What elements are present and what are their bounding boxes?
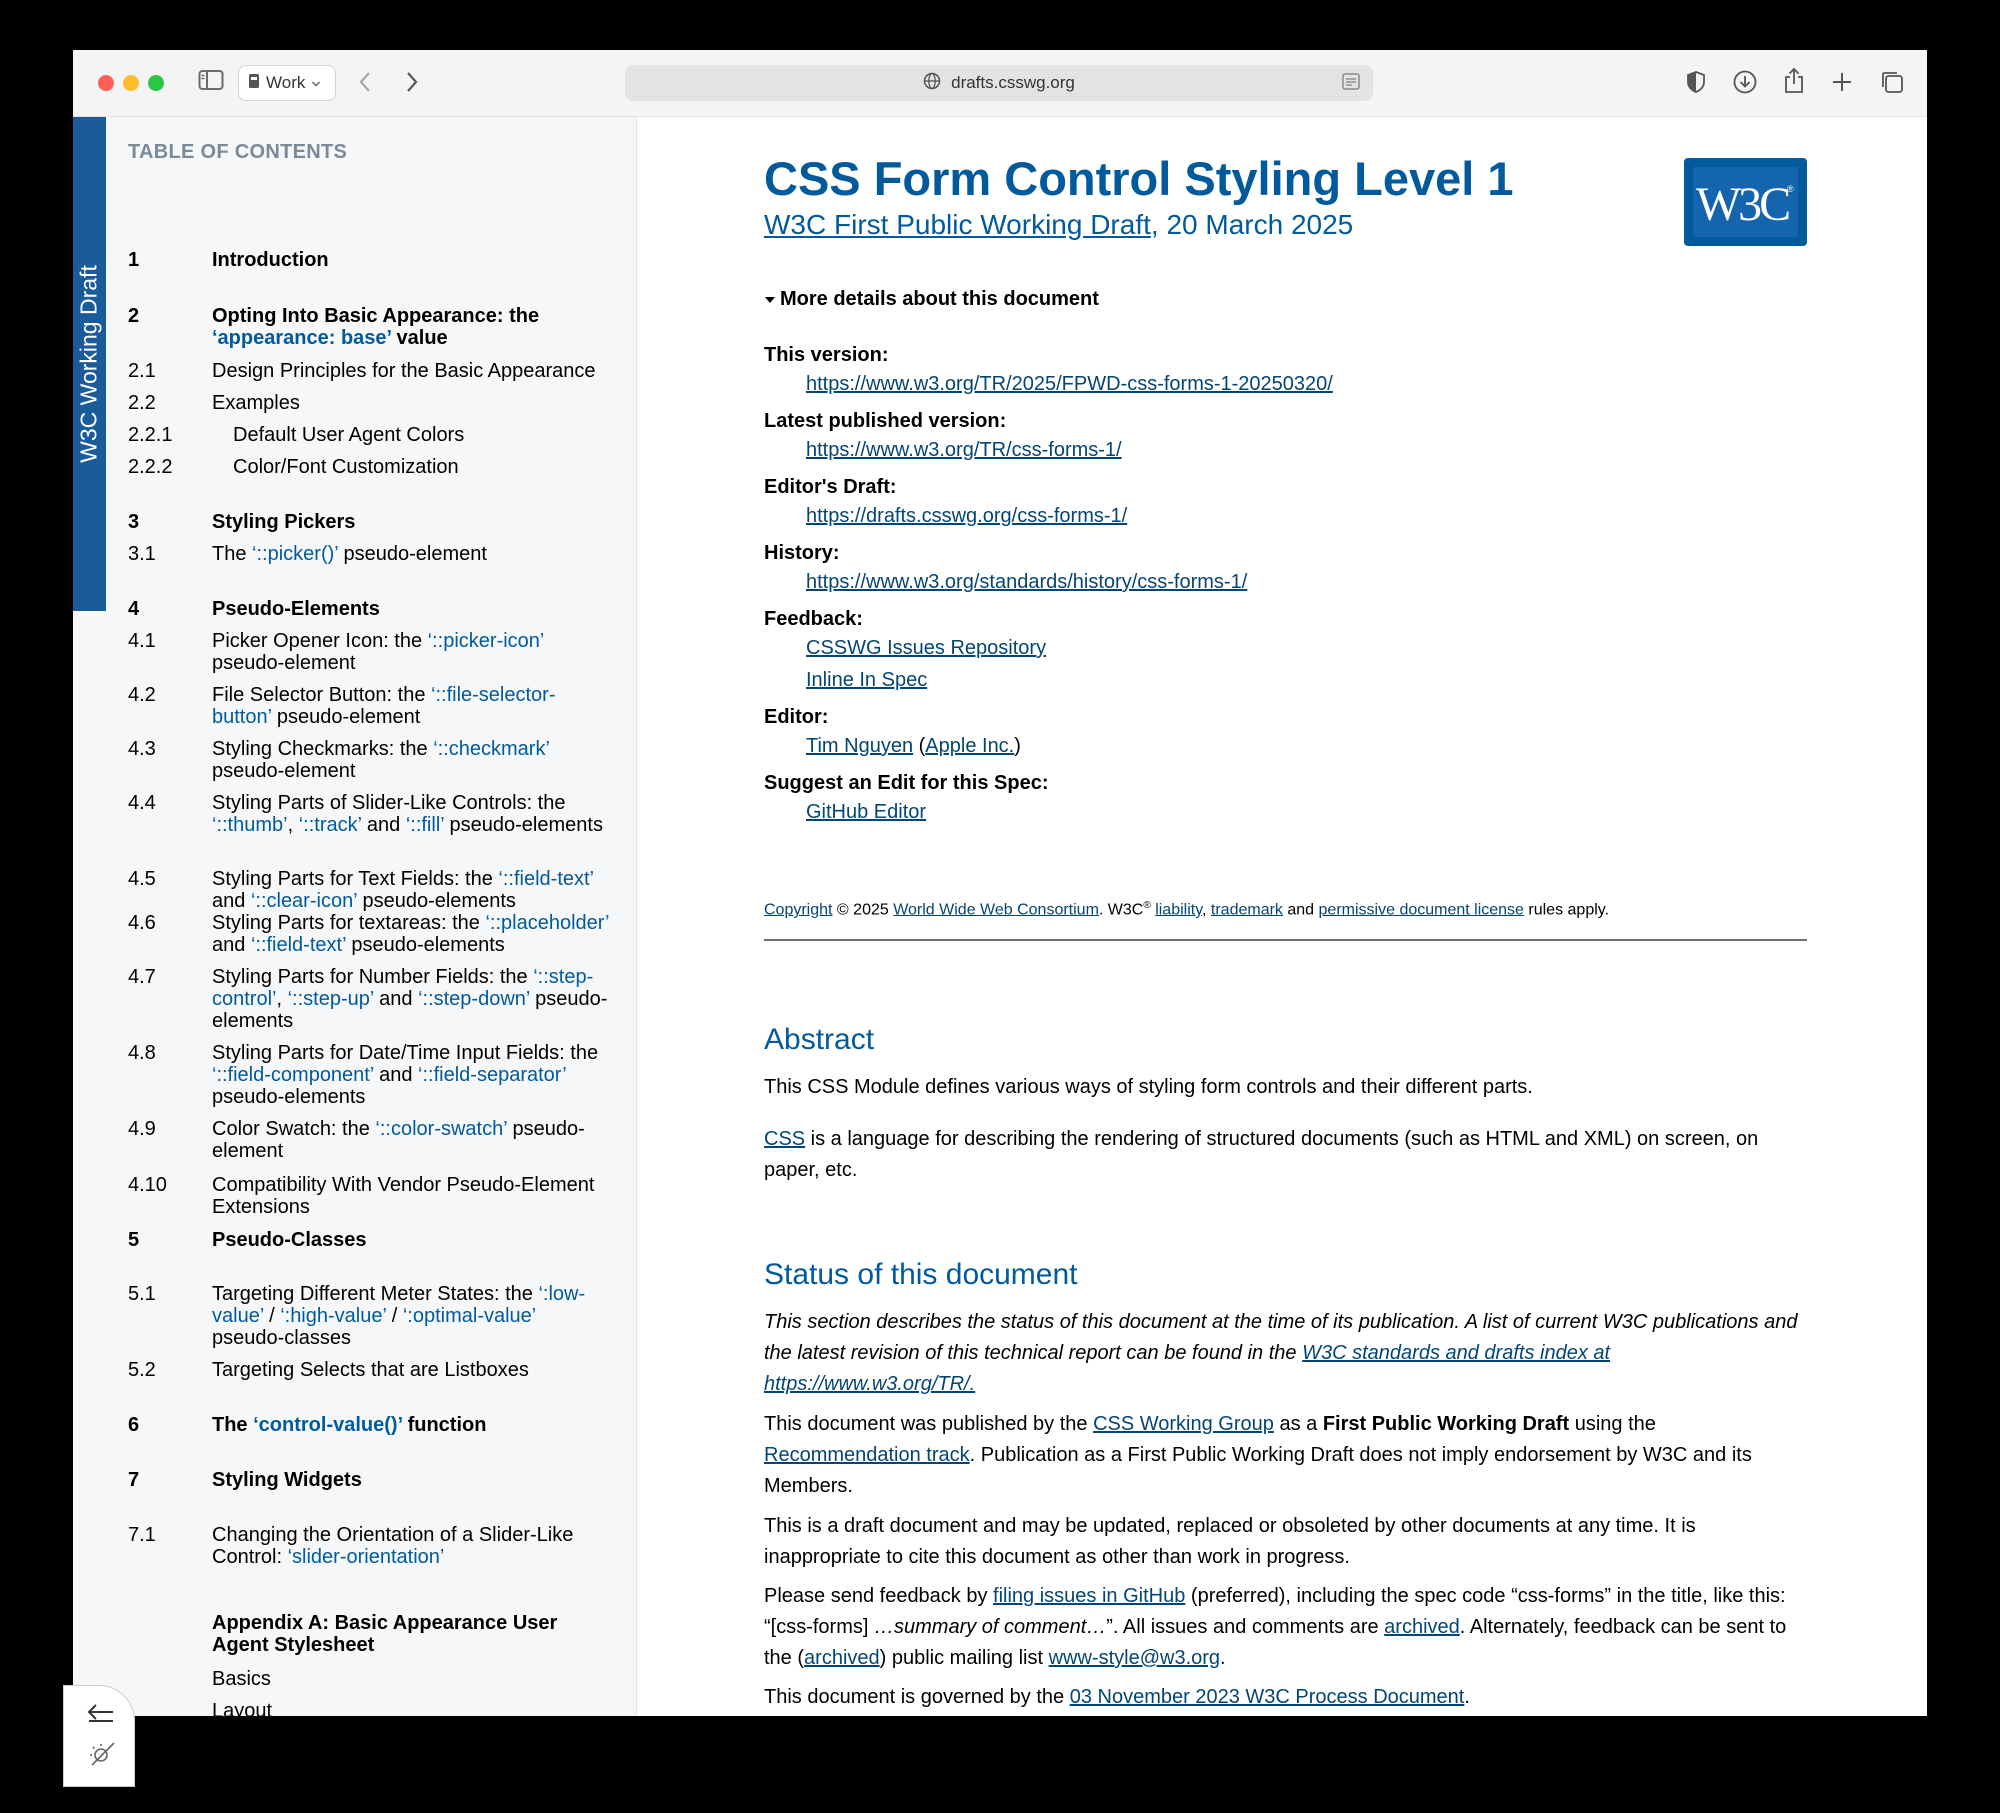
toc-item-number: 4.1 bbox=[128, 630, 156, 652]
toc-item-title[interactable] bbox=[212, 1668, 612, 1690]
toc-item-title[interactable] bbox=[212, 1283, 612, 1349]
toc-item-text: and bbox=[212, 934, 251, 956]
status-paragraph-4-text-b: (preferred), including the spec code “css-forms” in the title, like this: “[css-forms] bbox=[764, 1585, 1786, 1638]
metadata-value bbox=[806, 439, 1122, 462]
liability-link[interactable]: liability bbox=[1155, 901, 1203, 919]
page-subtitle bbox=[764, 209, 1353, 241]
toc-item-code: ‘::file-selector-button’ bbox=[212, 684, 556, 728]
status-paragraph-1 bbox=[764, 1307, 1807, 1400]
toc-item-text: pseudo-element bbox=[271, 706, 421, 728]
toc-item-code: ‘slider-orientation’ bbox=[287, 1546, 445, 1568]
toc-item-text: / bbox=[386, 1305, 403, 1327]
registered-mark: ® bbox=[1143, 900, 1151, 911]
toc-item-text: Styling Parts of Slider-Like Controls: the bbox=[212, 792, 566, 814]
toc-item-code: ‘::step-down’ bbox=[418, 988, 530, 1010]
metadata-link[interactable]: Inline In Spec bbox=[806, 669, 928, 691]
toc-item-number: 7.1 bbox=[128, 1524, 156, 1546]
forward-icon[interactable] bbox=[405, 70, 419, 94]
toc-item-number: 4.10 bbox=[128, 1174, 167, 1196]
toc-item-number: 7 bbox=[128, 1469, 140, 1491]
toc-item-code: ‘::field-text’ bbox=[250, 934, 346, 956]
status-paragraph-4-text-a: Please send feedback by bbox=[764, 1585, 994, 1607]
metadata-value bbox=[806, 735, 1021, 758]
metadata-value bbox=[806, 637, 1046, 660]
status-paragraph-4-text-e: ) public mailing list bbox=[879, 1647, 1049, 1669]
toc-item-title[interactable] bbox=[212, 738, 612, 782]
toc-item-number: 4 bbox=[128, 598, 140, 620]
toc-item-code: ‘::color-swatch’ bbox=[375, 1118, 507, 1140]
toc-item-number: 5 bbox=[128, 1229, 140, 1251]
toc-item-text: pseudo-elements bbox=[212, 988, 608, 1032]
w3c-logo[interactable] bbox=[1684, 158, 1807, 246]
toc-item-title[interactable] bbox=[212, 392, 612, 414]
mailing-list-link[interactable]: www-style@w3.org bbox=[1048, 1647, 1221, 1669]
toc-item-text: Color Swatch: the bbox=[212, 1118, 376, 1140]
toc-item-text: pseudo-element bbox=[212, 652, 356, 674]
status-paragraph-5 bbox=[764, 1682, 1807, 1713]
toc-item-text: Styling Parts for textareas: the bbox=[212, 912, 486, 934]
share-icon[interactable] bbox=[1783, 67, 1805, 95]
address-bar[interactable] bbox=[625, 65, 1373, 101]
toc-item-title[interactable] bbox=[212, 1042, 612, 1108]
toc-item-code: ‘::field-component’ bbox=[212, 1064, 374, 1086]
browser-toolbar bbox=[73, 50, 1927, 117]
downloads-icon[interactable] bbox=[1732, 69, 1758, 95]
toc-item-title[interactable] bbox=[212, 1414, 612, 1436]
working-draft-badge[interactable] bbox=[73, 117, 106, 611]
page-title: CSS Form Control Styling Level 1 bbox=[764, 152, 1514, 205]
tab-overview-icon[interactable] bbox=[1879, 69, 1905, 95]
sidebar-toggle-icon[interactable] bbox=[198, 69, 224, 91]
toc-item-number: 4.7 bbox=[128, 966, 156, 988]
url-text: drafts.csswg.org bbox=[951, 73, 1075, 92]
toc-item-text: Introduction bbox=[212, 249, 329, 271]
toc-item-code: ‘::picker-icon’ bbox=[427, 630, 544, 652]
toc-item-code: ‘::picker()’ bbox=[252, 543, 338, 565]
status-paragraph-4-text-f: . bbox=[1220, 1647, 1226, 1669]
privacy-shield-icon[interactable] bbox=[1685, 70, 1707, 94]
toc-item-number: 2.2 bbox=[128, 392, 156, 414]
toc-item-text: pseudo-classes bbox=[212, 1327, 351, 1349]
toc-item-text: Layout bbox=[212, 1700, 273, 1722]
css-link[interactable]: CSS bbox=[764, 1128, 806, 1150]
toc-item-title[interactable] bbox=[212, 630, 612, 674]
working-draft-label: W3C Working Draft bbox=[75, 265, 102, 463]
status-link[interactable]: W3C First Public Working Draft bbox=[764, 209, 1151, 240]
toc-sidebar bbox=[73, 117, 637, 1754]
toc-item-title[interactable] bbox=[212, 1118, 612, 1162]
metadata-label: Editor: bbox=[764, 706, 829, 728]
toc-item-text: Basics bbox=[212, 1668, 271, 1690]
toc-item-text: Styling Pickers bbox=[212, 511, 356, 533]
toc-item-text: function bbox=[402, 1414, 487, 1436]
abstract-paragraph-1: This CSS Module defines various ways of styling form controls and their different parts. bbox=[764, 1076, 1533, 1098]
globe-icon bbox=[923, 72, 941, 95]
toc-item-title[interactable] bbox=[212, 543, 612, 565]
toc-item-text: and bbox=[361, 814, 406, 836]
theme-toggle-icon[interactable] bbox=[88, 1738, 118, 1773]
toc-item-code: ‘appearance: base’ bbox=[212, 327, 391, 349]
status-paragraph-4-text-c: ”. All issues and comments are bbox=[1106, 1616, 1385, 1638]
toc-item-title[interactable] bbox=[212, 1359, 612, 1381]
metadata-link[interactable]: Tim Nguyen bbox=[806, 735, 914, 757]
status-paragraph-2-text-d: . Publication as a First Public Working Draft does not imply endorsement by W3C and its Members. bbox=[764, 1444, 1752, 1497]
metadata-link[interactable]: https://www.w3.org/standards/history/css-forms-1/ bbox=[806, 571, 1248, 593]
toc-item-number: 1 bbox=[128, 249, 140, 271]
toc-item-code: ‘::placeholder’ bbox=[485, 912, 609, 934]
toc-item-title[interactable] bbox=[212, 598, 612, 620]
status-paragraph-3: This is a draft document and may be updated, replaced or obsoleted by other documents at any time. It is inappropriate to cite this document as other than work in progress. bbox=[764, 1515, 1696, 1568]
toc-item-text: The bbox=[212, 1414, 254, 1436]
metadata-value bbox=[806, 505, 1127, 528]
toc-item-text: Styling Parts for Text Fields: the bbox=[212, 868, 499, 890]
toc-item-code: ‘:high-value’ bbox=[280, 1305, 387, 1327]
copyright-notice: Copyright © 2025 World Wide Web Consortium. W3C® liability, trademark and permissive document license rules apply. bbox=[764, 900, 1610, 919]
publication-date: , 20 March 2025 bbox=[1150, 209, 1354, 240]
copyright-w3c: . W3C bbox=[1098, 901, 1144, 919]
affiliation-link[interactable]: Apple Inc. bbox=[925, 735, 1015, 757]
toc-item-number: 3 bbox=[128, 511, 140, 533]
metadata-label: History: bbox=[764, 542, 840, 564]
metadata-label: Feedback: bbox=[764, 608, 863, 630]
chevron-down-icon bbox=[311, 73, 321, 93]
status-paragraph-4-text-d: . Alternately, feedback can be sent to the ( bbox=[764, 1616, 1787, 1669]
abstract-paragraph-2-text: is a language for describing the rendering of structured documents (such as HTML and XML) on screen, on paper, etc. bbox=[764, 1128, 1759, 1181]
toc-item-text: pseudo-elements bbox=[345, 934, 505, 956]
license-link[interactable]: permissive document license bbox=[1318, 901, 1524, 919]
new-tab-icon[interactable] bbox=[1831, 71, 1853, 93]
w3c-index-link[interactable]: W3C standards and drafts index at https://www.w3.org/TR/. bbox=[764, 1342, 1611, 1395]
toc-item-code: ‘::thumb’ bbox=[212, 814, 288, 836]
toc-item-text: , bbox=[287, 814, 299, 836]
toc-item-text: Targeting Different Meter States: the bbox=[212, 1283, 539, 1305]
metadata-value bbox=[806, 669, 927, 692]
metadata-label: Editor's Draft: bbox=[764, 476, 897, 498]
toc-item-title[interactable] bbox=[212, 1700, 612, 1722]
toc-item-text: pseudo-elements bbox=[443, 814, 603, 836]
toc-item-title[interactable] bbox=[212, 1469, 612, 1491]
toc-item-code: ‘:low-value’ bbox=[212, 1283, 586, 1327]
abstract-heading: Abstract bbox=[764, 1023, 875, 1056]
metadata-link[interactable]: https://www.w3.org/TR/css-forms-1/ bbox=[806, 439, 1122, 461]
toc-item-text: Styling Widgets bbox=[212, 1469, 362, 1491]
toc-item-title[interactable] bbox=[233, 456, 633, 478]
toc-item-number: 2 bbox=[128, 305, 140, 327]
toc-item-text: Picker Opener Icon: the bbox=[212, 630, 428, 652]
metadata-label: Suggest an Edit for this Spec: bbox=[764, 772, 1049, 794]
toc-item-text: File Selector Button: the bbox=[212, 684, 432, 706]
toc-item-code: ‘::field-separator’ bbox=[418, 1064, 566, 1086]
w3c-consortium-link[interactable]: World Wide Web Consortium bbox=[893, 901, 1099, 919]
paren-close: ) bbox=[1014, 735, 1021, 757]
css-working-group-link[interactable]: CSS Working Group bbox=[1093, 1413, 1274, 1435]
toc-item-title[interactable] bbox=[212, 1732, 612, 1754]
recommendation-track-link[interactable]: Recommendation track bbox=[764, 1444, 970, 1466]
toc-item-text: pseudo-element bbox=[212, 760, 356, 782]
toc-item-title[interactable] bbox=[212, 511, 612, 533]
arrow-left-icon[interactable] bbox=[86, 1702, 116, 1727]
status-paragraph-2-text-a: This document was published by the bbox=[764, 1413, 1094, 1435]
process-document-link[interactable]: 03 November 2023 W3C Process Document bbox=[1069, 1686, 1465, 1708]
toc-item-number: 6 bbox=[128, 1414, 140, 1436]
toc-item-number: 4.3 bbox=[128, 738, 156, 760]
toc-item-text: Styling Checkmarks: the bbox=[212, 738, 434, 760]
status-paragraph-2-bold: First Public Working Draft bbox=[1322, 1413, 1570, 1435]
w3c-logo-text: W3C bbox=[1695, 178, 1789, 231]
toc-item-title[interactable] bbox=[212, 1612, 612, 1656]
status-paragraph-4 bbox=[764, 1581, 1807, 1674]
document-content bbox=[637, 117, 1927, 1716]
toc-item-title[interactable] bbox=[212, 1524, 612, 1568]
toc-item-code: ‘::step-up’ bbox=[287, 988, 374, 1010]
toc-item-text: Opting Into Basic Appearance: the bbox=[212, 305, 540, 327]
profile-label: Work bbox=[266, 73, 306, 92]
toc-item-number: 4.4 bbox=[128, 792, 156, 814]
status-paragraph-1-text: This section describes the status of this document at the time of its publication. A list of current W3C publications and the latest revision of this technical report can be found in the bbox=[764, 1311, 1798, 1364]
status-paragraph-2-text-c: using the bbox=[1569, 1413, 1656, 1435]
paren-open: ( bbox=[913, 735, 926, 757]
toc-item-code: ‘::step-control’ bbox=[212, 966, 594, 1010]
toc-item-title[interactable] bbox=[212, 305, 612, 349]
toc-item-text: Changing the Orientation of a Slider-Like Control: bbox=[212, 1524, 574, 1568]
toc-item-number: 4.6 bbox=[128, 912, 156, 934]
archived-issues-link[interactable]: archived bbox=[1384, 1616, 1460, 1638]
toc-item-text: Design Principles for the Basic Appearance bbox=[212, 360, 596, 382]
status-paragraph-2-text-b: as a bbox=[1273, 1413, 1323, 1435]
toc-item-text: pseudo-elements bbox=[212, 1086, 366, 1108]
toc-item-number: 2.1 bbox=[128, 360, 156, 382]
back-icon[interactable] bbox=[358, 70, 372, 94]
toc-item-number: 2.2.1 bbox=[128, 424, 173, 446]
toc-item-text: and bbox=[373, 1064, 419, 1086]
toc-item-code: ‘::field-text’ bbox=[498, 868, 594, 890]
toc-item-title[interactable] bbox=[212, 912, 612, 956]
toc-item-text: Sliders bbox=[212, 1732, 274, 1754]
metadata-value bbox=[806, 801, 926, 824]
toc-item-title[interactable] bbox=[233, 424, 633, 446]
toc-item-text: and bbox=[373, 988, 419, 1010]
toc-item-code: ‘::track’ bbox=[298, 814, 362, 836]
toc-item-text: and bbox=[212, 890, 251, 912]
browser-window bbox=[73, 50, 1927, 1754]
divider bbox=[764, 939, 1807, 941]
w3c-registered-mark: ® bbox=[1787, 184, 1794, 194]
minimize-window-button[interactable] bbox=[123, 75, 139, 91]
toc-item-text: , bbox=[276, 988, 288, 1010]
toc-item-text: Styling Parts for Date/Time Input Fields: the bbox=[212, 1042, 599, 1064]
toc-item-number: 3.1 bbox=[128, 543, 156, 565]
summary-placeholder: …summary of comment… bbox=[874, 1616, 1107, 1638]
copyright-tail: rules apply. bbox=[1523, 901, 1610, 919]
metadata-value bbox=[806, 373, 1333, 396]
github-issues-link[interactable]: filing issues in GitHub bbox=[993, 1585, 1186, 1607]
toc-item-text: Default User Agent Colors bbox=[233, 424, 465, 446]
metadata-label: Latest published version: bbox=[764, 410, 1007, 432]
toc-item-title[interactable] bbox=[212, 966, 612, 1032]
toc-item-text: pseudo-element bbox=[212, 1118, 585, 1162]
toc-heading: TABLE OF CONTENTS bbox=[128, 141, 348, 163]
toc-item-code: ‘control-value()’ bbox=[253, 1414, 403, 1436]
toc-item-title[interactable] bbox=[212, 792, 612, 836]
toc-item-title[interactable] bbox=[212, 249, 612, 271]
toc-item-number: 4.8 bbox=[128, 1042, 156, 1064]
toc-item-number: 5.1 bbox=[128, 1283, 156, 1305]
profile-selector[interactable] bbox=[238, 65, 336, 101]
status-paragraph-2 bbox=[764, 1409, 1807, 1502]
profile-icon bbox=[248, 73, 260, 94]
toc-item-title[interactable] bbox=[212, 1229, 612, 1251]
toc-item-text: / bbox=[263, 1305, 281, 1327]
disclosure-triangle-icon bbox=[764, 288, 780, 311]
toc-item-number: 4.9 bbox=[128, 1118, 156, 1140]
details-summary-label: More details about this document bbox=[780, 288, 1099, 310]
metadata-link[interactable]: https://drafts.csswg.org/css-forms-1/ bbox=[806, 505, 1128, 527]
abstract-paragraph-2 bbox=[764, 1124, 1807, 1186]
toc-item-text: Appendix A: Basic Appearance User Agent Stylesheet bbox=[212, 1612, 558, 1656]
toc-item-text: pseudo-element bbox=[337, 543, 487, 565]
toc-item-text: Compatibility With Vendor Pseudo-Element Extensions bbox=[212, 1174, 595, 1218]
toc-item-title[interactable] bbox=[212, 360, 612, 382]
toc-item-code: ‘::fill’ bbox=[405, 814, 444, 836]
toc-item-number: 5.2 bbox=[128, 1359, 156, 1381]
copyright-link[interactable]: Copyright bbox=[764, 901, 833, 919]
toc-item-title[interactable] bbox=[212, 868, 612, 912]
toc-item-text: value bbox=[390, 327, 448, 349]
toc-item-text: Pseudo-Elements bbox=[212, 598, 380, 620]
archived-mail-link[interactable]: archived bbox=[804, 1647, 880, 1669]
metadata-label: This version: bbox=[764, 344, 889, 366]
copyright-year: © 2025 bbox=[832, 901, 894, 919]
toc-item-text: Examples bbox=[212, 392, 300, 414]
collapse-sidebar-button[interactable] bbox=[63, 1685, 135, 1787]
reader-mode-icon[interactable] bbox=[1341, 72, 1361, 92]
metadata-link[interactable]: https://www.w3.org/TR/2025/FPWD-css-forms-1-20250320/ bbox=[806, 373, 1333, 395]
toc-item-code: ‘::clear-icon’ bbox=[250, 890, 357, 912]
copyright-and: and bbox=[1282, 901, 1319, 919]
metadata-link[interactable]: CSSWG Issues Repository bbox=[806, 637, 1047, 659]
toc-item-title[interactable] bbox=[212, 1174, 612, 1218]
metadata-value bbox=[806, 571, 1247, 594]
toc-item-text: Pseudo-Classes bbox=[212, 1229, 367, 1251]
toc-item-code: ‘:optimal-value’ bbox=[402, 1305, 536, 1327]
toc-item-text: pseudo-elements bbox=[356, 890, 516, 912]
toc-item-text: Color/Font Customization bbox=[233, 456, 459, 478]
toc-item-text: Styling Parts for Number Fields: the bbox=[212, 966, 534, 988]
close-window-button[interactable] bbox=[98, 75, 114, 91]
status-paragraph-5-text-b: . bbox=[1464, 1686, 1470, 1708]
status-paragraph-5-text-a: This document is governed by the bbox=[764, 1686, 1070, 1708]
toc-item-number: 2.2.2 bbox=[128, 456, 173, 478]
status-heading: Status of this document bbox=[764, 1258, 1078, 1291]
details-toggle[interactable] bbox=[764, 288, 1099, 311]
toc-item-code: ‘::checkmark’ bbox=[433, 738, 550, 760]
toc-item-number: 4.2 bbox=[128, 684, 156, 706]
toc-item-number: 4.5 bbox=[128, 868, 156, 890]
toc-item-text: The bbox=[212, 543, 253, 565]
trademark-link[interactable]: trademark bbox=[1210, 901, 1283, 919]
zoom-window-button[interactable] bbox=[148, 75, 164, 91]
metadata-link[interactable]: GitHub Editor bbox=[806, 801, 927, 823]
toc-item-text: Targeting Selects that are Listboxes bbox=[212, 1359, 529, 1381]
toc-item-title[interactable] bbox=[212, 684, 612, 728]
